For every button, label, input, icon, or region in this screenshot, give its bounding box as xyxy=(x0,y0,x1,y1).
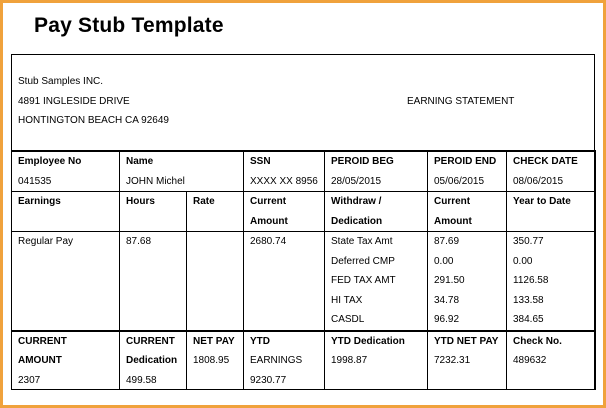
ytd-dedication-cell xyxy=(325,331,428,391)
period-beg-value: 28/05/2015 xyxy=(331,175,382,187)
withdraw-header-line1: Withdraw / xyxy=(331,196,382,207)
deduction-names xyxy=(325,232,428,331)
deduction-name: Deferred CMP xyxy=(331,255,395,267)
deduction-current-header-line1: Current xyxy=(434,196,471,207)
check-no-label: Check No. xyxy=(513,335,562,347)
check-date-header: CHECK DATE xyxy=(513,156,578,167)
earnings-header-row xyxy=(12,192,596,232)
ytd-net-pay-cell xyxy=(428,331,507,391)
total-current-dedication-cell xyxy=(120,331,187,391)
pay-stub-form xyxy=(11,54,595,390)
ssn-value: XXXX XX 8956 xyxy=(250,175,318,187)
ytd-earnings-value: 9230.77 xyxy=(250,374,287,386)
period-beg-header: PEROID BEG xyxy=(331,156,394,167)
earnings-hours: 87.68 xyxy=(126,236,152,247)
name-value: JOHN Michel xyxy=(126,175,185,187)
employee-no-header: Employee No xyxy=(18,156,82,167)
current-amount-header-line2: Amount xyxy=(250,215,288,227)
earning-statement-label: EARNING STATEMENT xyxy=(407,96,515,107)
deduction-current: 0.00 xyxy=(434,255,454,267)
total-current-dedication-label-line2: Dedication xyxy=(126,355,178,366)
total-current-amount-cell xyxy=(12,331,120,391)
year-to-date-header: Year to Date xyxy=(513,196,571,207)
total-current-dedication-label-line1: CURRENT xyxy=(126,335,175,347)
deduction-current-header-line2: Amount xyxy=(434,215,472,227)
ssn-cell xyxy=(244,151,325,192)
period-end-header: PEROID END xyxy=(434,156,497,167)
ytd-dedication-label: YTD Dedication xyxy=(331,335,405,347)
check-no-cell xyxy=(507,331,596,391)
page-title: Pay Stub Template xyxy=(34,14,224,37)
deduction-current: 87.69 xyxy=(434,236,460,247)
employee-info-row xyxy=(12,151,596,192)
deduction-name: FED TAX AMT xyxy=(331,275,396,286)
deduction-current: 96.92 xyxy=(434,314,460,325)
deduction-name: State Tax Amt xyxy=(331,236,393,247)
company-address-line2: HONTINGTON BEACH CA 92649 xyxy=(18,115,169,126)
total-current-amount-value: 2307 xyxy=(18,374,41,386)
name-cell xyxy=(120,151,244,192)
total-current-dedication-value: 499.58 xyxy=(126,374,157,386)
withdraw-header-line2: Dedication xyxy=(331,215,383,227)
check-date-cell xyxy=(507,151,596,192)
check-date-value: 08/06/2015 xyxy=(513,175,564,187)
total-current-amount-label-line2: AMOUNT xyxy=(18,355,62,366)
ytd-earnings-label: EARNINGS xyxy=(250,355,303,366)
employee-no-value: 041535 xyxy=(18,175,52,187)
total-current-amount-label-line1: CURRENT xyxy=(18,335,67,347)
company-address-line1: 4891 INGLESIDE DRIVE xyxy=(18,96,130,107)
ssn-header: SSN xyxy=(250,156,271,167)
pay-stub-table xyxy=(11,150,596,390)
deduction-ytd: 350.77 xyxy=(513,236,544,247)
deduction-currents xyxy=(428,232,507,331)
deduction-current: 291.50 xyxy=(434,275,465,286)
deduction-ytds xyxy=(507,232,596,331)
current-amount-header-line1: Current xyxy=(250,196,287,207)
check-no-value: 489632 xyxy=(513,355,547,366)
ytd-net-pay-label: YTD NET PAY xyxy=(434,335,499,347)
earnings-current-amount: 2680.74 xyxy=(250,236,287,247)
earnings-rate xyxy=(193,232,243,252)
deduction-ytd: 1126.58 xyxy=(513,275,549,286)
deduction-name: CASDL xyxy=(331,314,365,325)
net-pay-value: 1808.95 xyxy=(193,355,230,366)
period-end-cell xyxy=(428,151,507,192)
ytd-net-pay-value: 7232.31 xyxy=(434,355,471,366)
deduction-ytd: 133.58 xyxy=(513,294,544,306)
period-end-value: 05/06/2015 xyxy=(434,175,485,187)
deduction-current: 34.78 xyxy=(434,294,460,306)
rate-header: Rate xyxy=(193,196,215,207)
employee-no-cell xyxy=(12,151,120,192)
ytd-dedication-value: 1998.87 xyxy=(331,355,368,366)
hours-header: Hours xyxy=(126,196,155,207)
deduction-name: HI TAX xyxy=(331,294,363,306)
deduction-ytd: 384.65 xyxy=(513,314,544,325)
earnings-body-row xyxy=(12,232,596,331)
deduction-ytd: 0.00 xyxy=(513,255,533,267)
totals-row xyxy=(12,331,596,391)
earnings-type: Regular Pay xyxy=(18,236,74,247)
earnings-header: Earnings xyxy=(18,196,61,207)
ytd-earnings-cell xyxy=(244,331,325,391)
net-pay-cell xyxy=(187,331,244,391)
name-header: Name xyxy=(126,156,154,167)
net-pay-label: NET PAY xyxy=(193,335,235,347)
period-beg-cell xyxy=(325,151,428,192)
company-name: Stub Samples INC. xyxy=(18,76,104,87)
ytd-label: YTD xyxy=(250,335,270,347)
